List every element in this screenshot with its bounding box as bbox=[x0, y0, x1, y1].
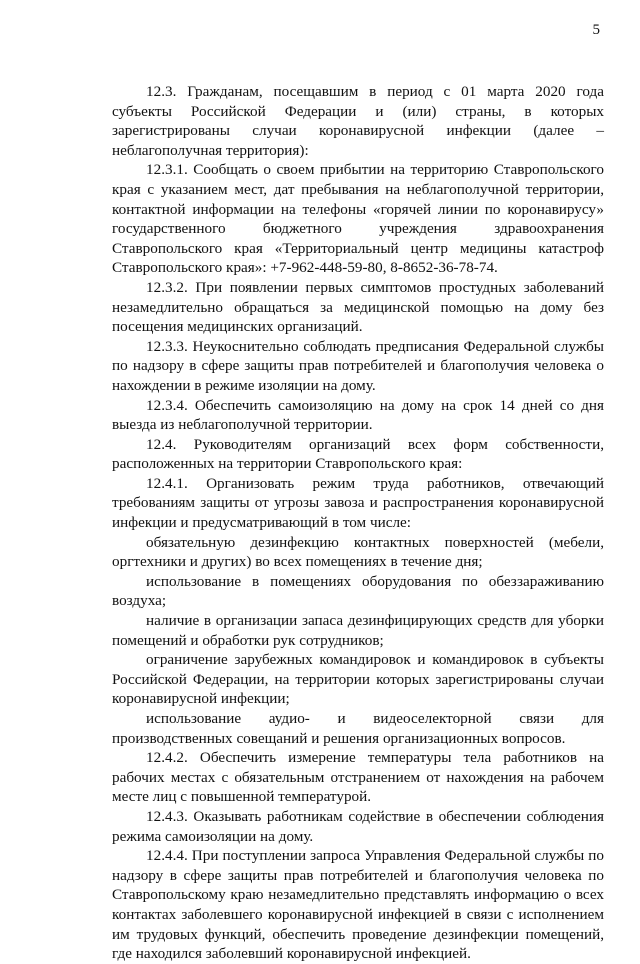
list-item-video-conferencing: использование аудио- и видеоселекторной связи для производственных совещаний и решения организационных вопросов. bbox=[112, 710, 604, 747]
paragraph-12-3-2: 12.3.2. При появлении первых симптомов простудных заболеваний незамедлительно обращаться за медицинской помощью на дому без посещения медицинских организаций. bbox=[112, 278, 604, 336]
paragraph-12-4-1: 12.4.1. Организовать режим труда работников, отвечающий требованиям защиты от угрозы завоза и распространения коронавирусной инфекции и предусматривающий в том числе: bbox=[112, 474, 604, 532]
paragraph-12-4-3: 12.4.3. Оказывать работникам содействие в обеспечении соблюдения режима самоизоляции на дому. bbox=[112, 807, 604, 845]
list-item-air-disinfection: использование в помещениях оборудования по обеззараживанию воздуха; bbox=[112, 572, 604, 610]
paragraph-12-4: 12.4. Руководителям организаций всех форм собственности, расположенных на территории Ставропольского края: bbox=[112, 435, 604, 473]
paragraph-12-4-2: 12.4.2. Обеспечить измерение температуры тела работников на рабочих местах с обязательным отстранением от нахождения на рабочем месте лиц с повышенной температурой. bbox=[112, 749, 604, 806]
list-item-disinfection: обязательную дезинфекцию контактных поверхностей (мебели, оргтехники и других) во всех помещениях в течение дня; bbox=[112, 533, 604, 571]
list-item-disinfectant-supply: наличие в организации запаса дезинфицирующих средств для уборки помещений и обработки рук сотрудников; bbox=[112, 612, 604, 649]
page-number: 5 bbox=[592, 22, 600, 38]
paragraph-12-3-1: 12.3.1. Сообщать о своем прибытии на территорию Ставропольского края с указанием мест, дат пребывания на неблагополучной территории, контактной информации на телефоны «горячей линии по коронавирусу» государственного бюджетного учреждения здравоохранения Ставропольского края «Территориальный центр медицины катастроф Ставропольского края»: +7-962-448-59-80, 8-8652-36-78-74. bbox=[112, 161, 604, 277]
paragraph-12-4-4: 12.4.4. При поступлении запроса Управления Федеральной службы по надзору в сфере защиты прав потребителей и благополучия человека по Ставропольскому краю незамедлительно представлять информацию о всех контактах заболевшего коронавирусной инфекцией в связи с исполнением им трудовых функций, обеспечить проведение дезинфекции помещений, где находился заболевший коронавирусной инфекцией. bbox=[112, 847, 604, 963]
list-item-business-trips: ограничение зарубежных командировок и командировок в субъекты Российской Федерации, на территории которых зарегистрированы случаи коронавирусной инфекции; bbox=[112, 651, 604, 708]
document-body bbox=[112, 82, 604, 964]
paragraph-12-3: 12.3. Гражданам, посещавшим в период с 01 марта 2020 года субъекты Российской Федерации и (или) страны, в которых зарегистрированы случаи коронавирусной инфекции (далее – неблагополучная территория): bbox=[112, 83, 604, 159]
paragraph-12-3-4: 12.3.4. Обеспечить самоизоляцию на дому на срок 14 дней со дня выезда из неблагополучной территории. bbox=[112, 396, 604, 434]
paragraph-12-3-3: 12.3.3. Неукоснительно соблюдать предписания Федеральной службы по надзору в сфере защиты прав потребителей и благополучия человека о нахождении в режиме изоляции на дому. bbox=[112, 337, 604, 394]
